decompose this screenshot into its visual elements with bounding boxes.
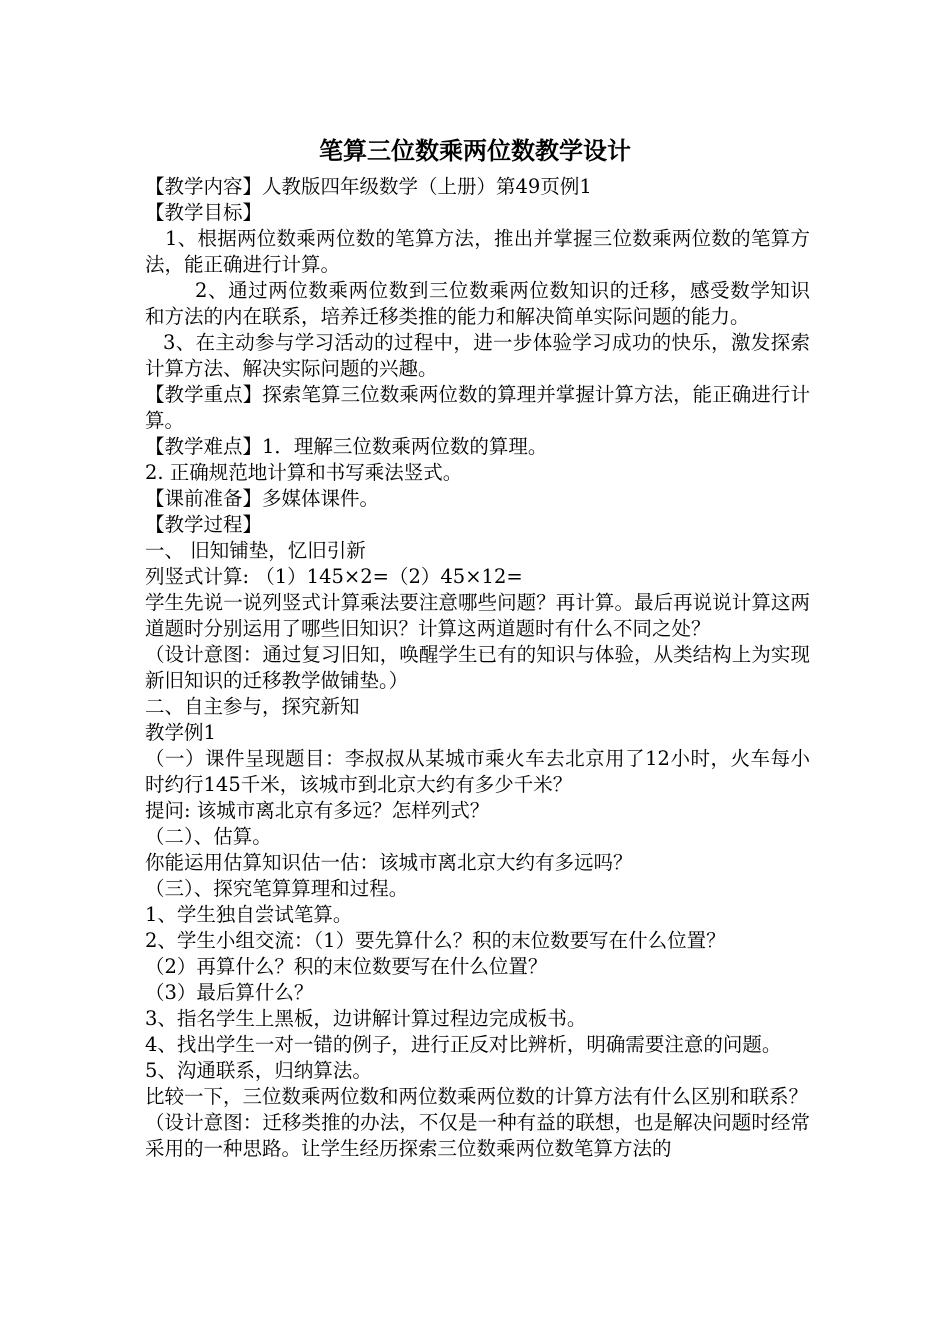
step-4: 4、找出学生一对一错的例子，进行正反对比辨析，明确需要注意的问题。	[145, 1033, 782, 1056]
teaching-key-point: 【教学重点】探索笔算三位数乘两位数的算理并掌握计算方法，能正确进行计算。	[145, 383, 810, 432]
document-body	[145, 174, 810, 1162]
estimation-text: 你能运用估算知识估一估：该城市离北京大约有多远吗？	[145, 851, 633, 874]
example-heading: 教学例1	[145, 721, 216, 744]
step-2-sub-2: （2）再算什么？积的末位数要写在什么位置？	[145, 955, 548, 978]
teaching-difficulty: 【教学难点】1．理解三位数乘两位数的算理。	[145, 435, 548, 458]
explore-heading: （三）、探究笔算算理和过程。	[145, 877, 409, 900]
step-3: 3、指名学生上黑板，边讲解计算过程边完成板书。	[145, 1007, 587, 1030]
design-intent-1: （设计意图：通过复习旧知，唤醒学生已有的知识与体验，从类结构上为实现新旧知识的迁移教学做铺垫。）	[145, 643, 810, 692]
question: 提问: 该城市离北京有多远？怎样列式？	[145, 799, 490, 822]
review-exercise: 列竖式计算: （1）145×2=（2）45×12=	[145, 565, 523, 588]
goal-1: 1、根据两位数乘两位数的笔算方法，推出并掌握三位数乘两位数的笔算方法，能正确进行计算。	[145, 227, 810, 276]
goal-3: 3、在主动参与学习活动的过程中，进一步体验学习成功的快乐，激发探索计算方法、解决实际问题的兴趣。	[145, 331, 810, 380]
process-heading: 【教学过程】	[145, 513, 263, 536]
estimation-heading: （二）、估算。	[145, 825, 272, 848]
teaching-content: 【教学内容】人教版四年级数学（上册）第49页例1	[145, 175, 592, 198]
step-2-sub-3: （3）最后算什么？	[145, 981, 314, 1004]
comparison-question: 比较一下，三位数乘两位数和两位数乘两位数的计算方法有什么区别和联系？	[145, 1085, 809, 1108]
preparation: 【课前准备】多媒体课件。	[145, 487, 380, 510]
problem-statement: （一）课件呈现题目：李叔叔从某城市乘火车去北京用了12小时，火车每小时约行145千米，该城市到北京大约有多少千米？	[145, 747, 810, 796]
step-2: 2、学生小组交流：（1）要先算什么？积的末位数要写在什么位置？	[145, 929, 726, 952]
document-title: 笔算三位数乘两位数教学设计	[319, 136, 631, 165]
section-1-heading: 一、 旧知铺垫，忆旧引新	[145, 539, 366, 562]
difficulty-2: 2. 正确规范地计算和书写乘法竖式。	[145, 461, 463, 484]
teaching-goals-heading: 【教学目标】	[145, 201, 263, 224]
step-1: 1、学生独自尝试笔算。	[145, 903, 353, 926]
step-5: 5、沟通联系，归纳算法。	[145, 1059, 372, 1082]
goal-2: 2、通过两位数乘两位数到三位数乘两位数知识的迁移，感受数学知识和方法的内在联系，培养迁移类推的能力和解决简单实际问题的能力。	[145, 279, 810, 328]
design-intent-2: （设计意图：迁移类推的办法，不仅是一种有益的联想，也是解决问题时经常采用的一种思路。让学生经历探索三位数乘两位数笔算方法的	[145, 1111, 810, 1160]
review-discussion: 学生先说一说列竖式计算乘法要注意哪些问题？再计算。最后再说说计算这两道题时分别运用了哪些旧知识？计算这两道题时有什么不同之处？	[145, 591, 810, 640]
section-2-heading: 二、自主参与，探究新知	[145, 695, 360, 718]
